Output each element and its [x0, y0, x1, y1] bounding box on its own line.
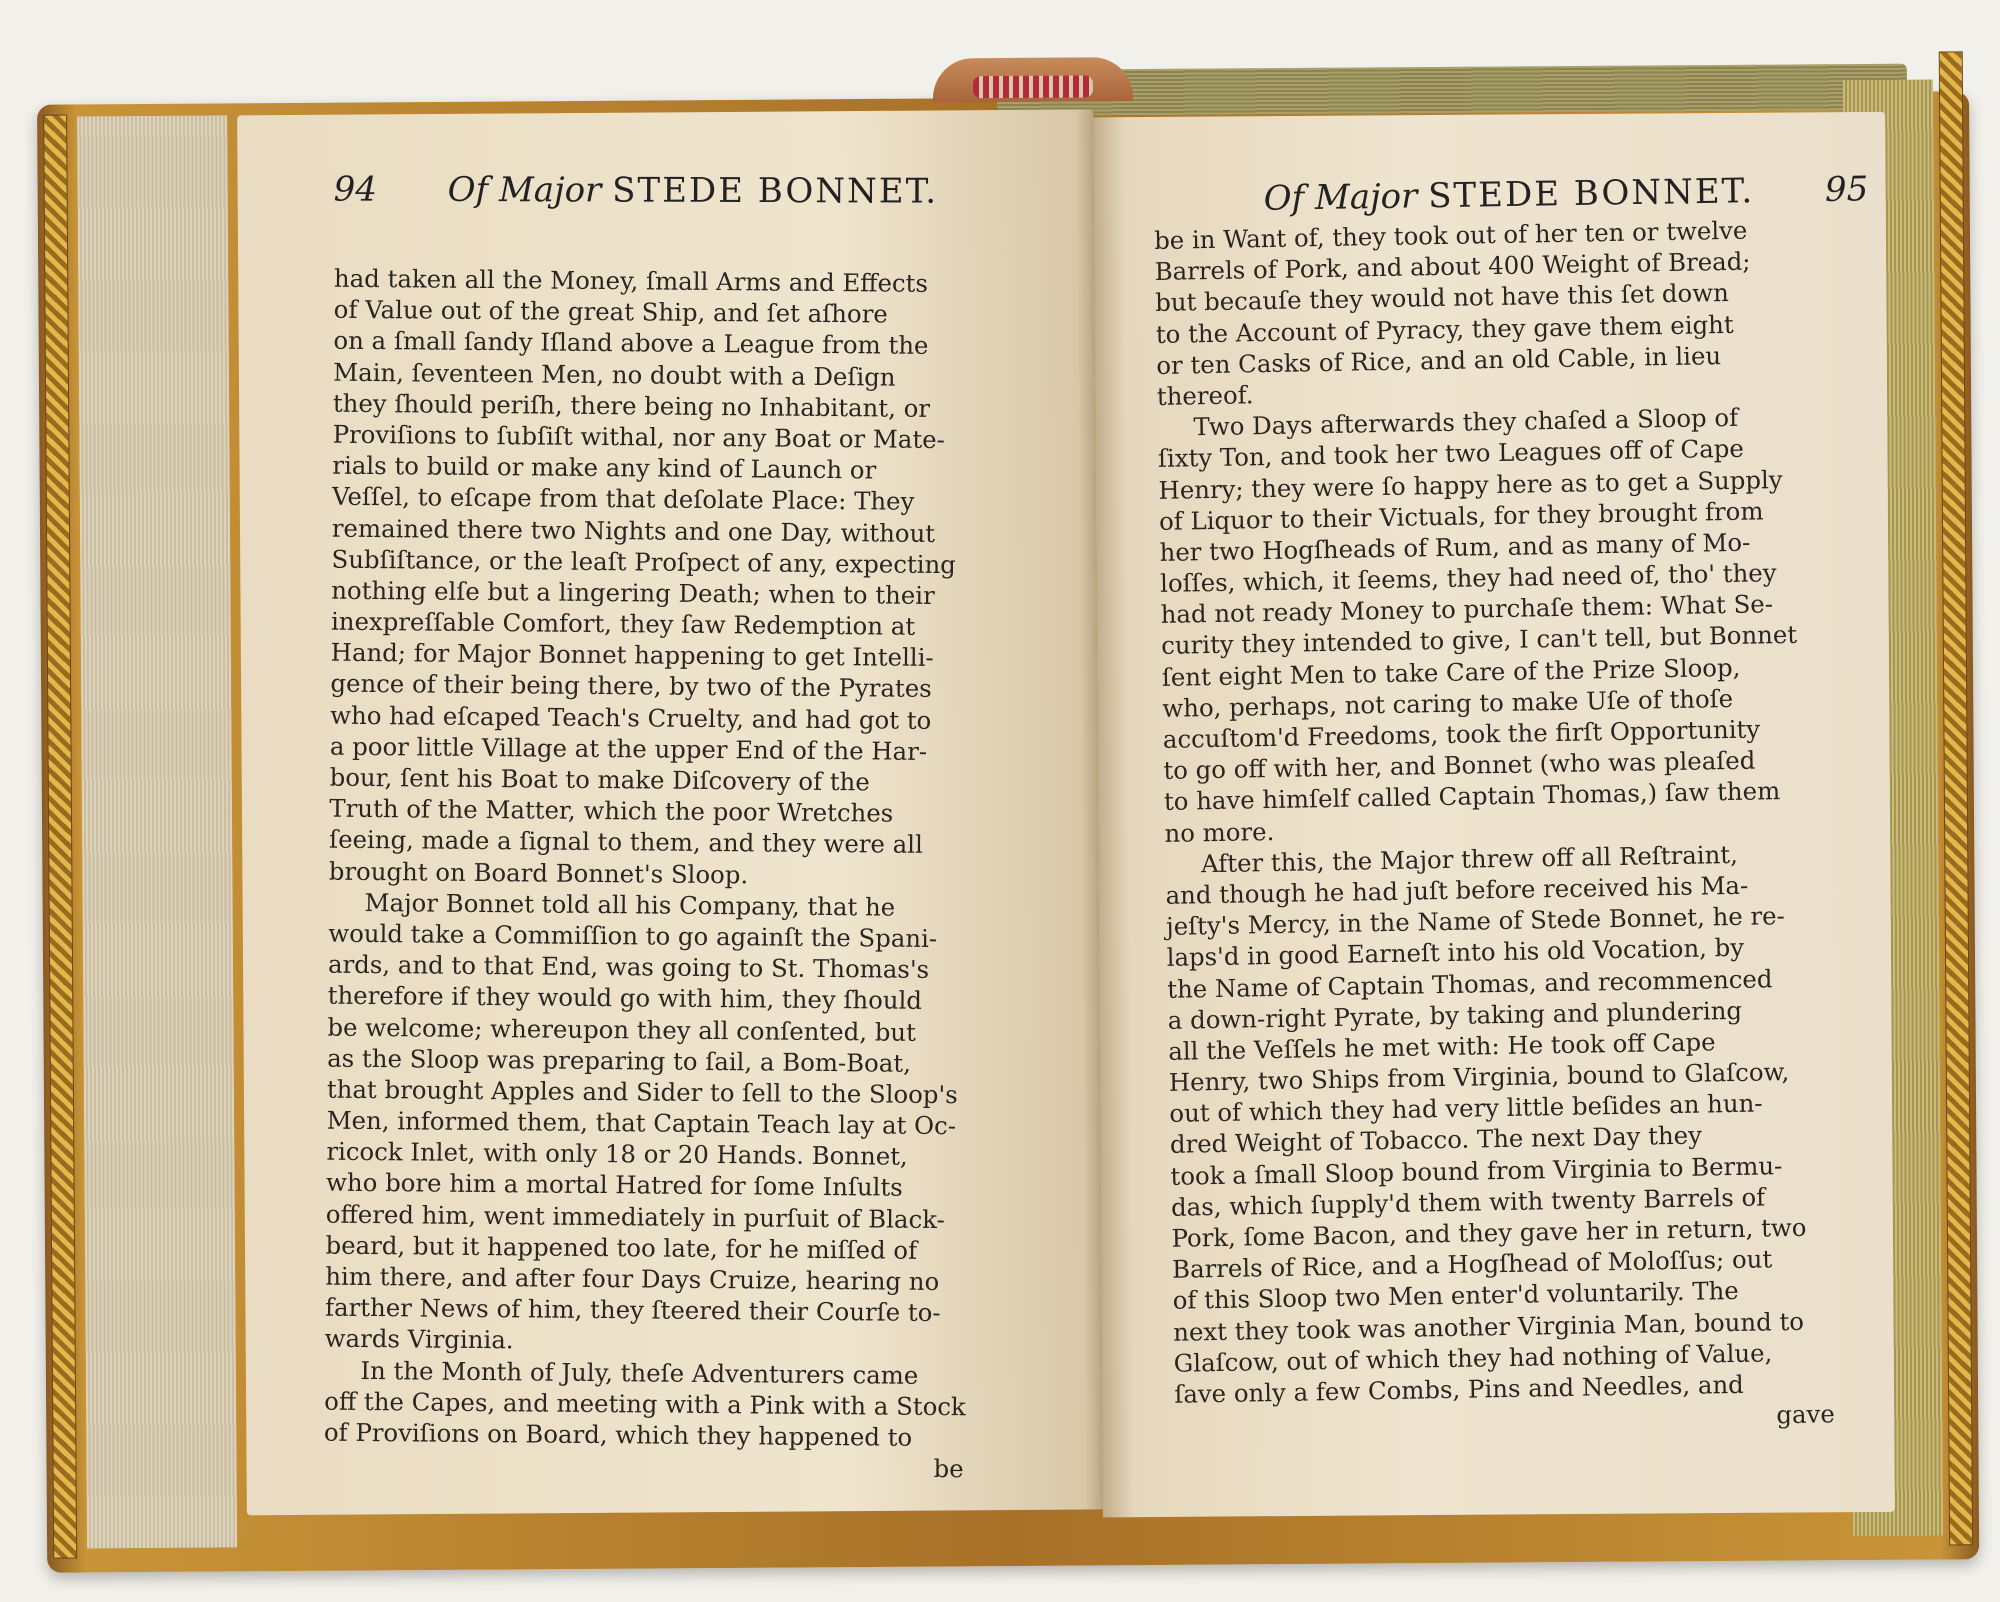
left-page-number: 94 — [333, 169, 377, 210]
text-line: Henry, two Ships from Virginia, bound to Glaſcow, — [1168, 1057, 1790, 1097]
right-body-text — [1154, 213, 1835, 1441]
text-line: Truth of the Matter, which the poor Wretches — [329, 793, 894, 828]
text-line: Men, informed them, that Captain Teach lay at Oc- — [326, 1105, 957, 1141]
right-page-number: 95 — [1824, 169, 1869, 211]
right-running-head — [1263, 169, 1868, 218]
text-line: on a ſmall ſandy Iſland above a League from the — [333, 326, 929, 361]
text-line: Hand; for Major Bonnet happening to get Intelli- — [330, 637, 934, 673]
text-line: Veſſel, to eſcape from that deſolate Place: They — [331, 481, 915, 517]
text-line: be in Want of, they took out of her ten or twelve — [1153, 215, 1748, 255]
text-line: Major Bonnet told all his Company, that he — [364, 887, 896, 922]
text-line: ſave only a few Combs, Pins and Needles, and — [1174, 1369, 1744, 1409]
text-line: therefore if they would go with him, they ſhould — [327, 980, 923, 1016]
text-line: beard, but it happened too late, for he miſſed of — [325, 1230, 918, 1265]
text-line: her two Hogſheads of Rum, and as many of Mo- — [1159, 527, 1751, 567]
text-line: who had eſcaped Teach's Cruelty, and had got to — [330, 700, 932, 735]
text-line: farther News of him, they ſteered their Courſe to- — [324, 1292, 941, 1328]
right-title-italic: Of Major — [1263, 176, 1418, 219]
text-line: they ſhould periſh, there being no Inhabitant, or — [332, 388, 931, 423]
right-title-caps: STEDE BONNET. — [1427, 171, 1755, 217]
text-line: loſſes, which, it ſeems, they had need of, tho' they — [1159, 558, 1777, 598]
text-line: ards, and to that End, was going to St. Thomas's — [327, 949, 930, 985]
page-top-edge — [997, 64, 1907, 116]
text-line: of Liquor to their Victuals, for they brought from — [1158, 496, 1764, 536]
left-running-head — [334, 170, 939, 212]
text-line: a poor little Village at the upper End of the Har- — [329, 731, 928, 766]
text-line: and though he had juſt before received his Ma- — [1165, 870, 1749, 910]
text-line: him there, and after four Days Cruize, hearing no — [325, 1261, 940, 1297]
text-line: In the Month of July, theſe Adventurers came — [360, 1355, 919, 1390]
headband — [933, 57, 1133, 102]
text-line: to the Account of Pyracy, they gave them eight — [1155, 309, 1734, 349]
text-line: gence of their being there, by two of the Pyrates — [330, 669, 932, 704]
text-line: ricock Inlet, with only 18 or 20 Hands. Bonnet, — [326, 1136, 908, 1171]
text-line: curity they intended to give, I can't tell, but Bonnet — [1160, 620, 1798, 661]
text-line: Barrels of Rice, and a Hogſhead of Moloſſus; out — [1171, 1244, 1773, 1284]
text-line: Two Days afterwards they chaſed a Sloop of — [1193, 402, 1739, 442]
left-fore-edge — [77, 115, 237, 1548]
text-line: Proviſions to ſubſiſt withal, nor any Boat or Mate- — [332, 419, 945, 454]
left-title-caps: STEDE BONNET. — [612, 170, 939, 212]
text-line: who bore him a mortal Hatred for ſome Inſults — [325, 1168, 903, 1203]
text-line: bour, ſent his Boat to make Diſcovery of the — [329, 762, 870, 797]
text-line: no more. — [1164, 816, 1275, 848]
text-line: ſent eight Men to take Care of the Prize Sloop, — [1161, 652, 1741, 692]
text-line: of Proviſions on Board, which they happened to — [323, 1417, 913, 1452]
catchword: be — [933, 1454, 964, 1484]
text-line: dred Weight of Tobacco. The next Day they — [1169, 1120, 1703, 1160]
text-line: would take a Commiſſion to go againſt the Spani- — [328, 918, 938, 953]
text-line: out of which they had very little beſides an hun- — [1169, 1088, 1763, 1129]
text-line: had not ready Money to purchaſe them: What Se- — [1160, 589, 1774, 630]
text-line: inexpreſſable Comfort, they ſaw Redemption at — [330, 606, 916, 641]
text-line: Henry; they were ſo happy here as to get a Supply — [1158, 464, 1783, 505]
text-line: who, perhaps, not caring to make Uſe of thoſe — [1162, 683, 1734, 723]
text-line: had taken all the Money, ſmall Arms and Effects — [333, 263, 929, 298]
text-line: or ten Casks of Rice, and an old Cable, in lieu — [1156, 340, 1722, 380]
text-line: Main, ſeventeen Men, no doubt with a Deſign — [333, 357, 896, 392]
text-line: of Value out of the great Ship, and ſet aſhore — [333, 294, 888, 329]
text-line: ſixty Ton, and took her two Leagues off of Cape — [1157, 434, 1745, 474]
text-line: nothing elſe but a lingering Death; when to their — [331, 575, 935, 610]
text-line: be welcome; whereupon they all conſented, but — [327, 1012, 917, 1047]
text-line: ſeeing, made a ſignal to them, and they were all — [328, 825, 923, 860]
text-line: took a ſmall Sloop bound from Virginia to Bermu- — [1170, 1150, 1783, 1191]
text-line: off the Capes, and meeting with a Pink with a Stock — [324, 1386, 966, 1421]
text-line: Subſiſtance, or the leaſt Proſpect of any, expecting — [331, 544, 956, 579]
text-line: remained there two Nights and one Day, without — [331, 513, 936, 548]
text-line: Barrels of Pork, and about 400 Weight of Bread; — [1154, 246, 1751, 287]
text-line: to have himſelf called Captain Thomas,) ſaw them — [1163, 776, 1781, 817]
right-page — [1093, 112, 1895, 1517]
text-line: a down-right Pyrate, by taking and plundering — [1167, 995, 1743, 1035]
left-body-text — [324, 263, 975, 1485]
text-line: laps'd in good Earneſt into his old Vocation, by — [1166, 933, 1745, 973]
open-book — [37, 51, 1979, 1574]
text-line: offered him, went immediately in purſuit of Black- — [325, 1199, 945, 1234]
text-line: Pork, ſome Bacon, and they gave her in return, two — [1171, 1212, 1807, 1253]
left-title-italic: Of Major — [447, 169, 602, 211]
text-line: brought on Board Bonnet's Sloop. — [328, 856, 749, 889]
text-line: Glaſcow, out of which they had nothing of Value, — [1173, 1338, 1773, 1378]
text-line: all the Veſſels he met with: He took off Cape — [1168, 1027, 1716, 1066]
text-line: the Name of Captain Thomas, and recommenced — [1166, 963, 1773, 1004]
text-line: wards Virginia. — [324, 1324, 514, 1355]
text-line: jeſty's Mercy, in the Name of Stede Bonnet, he re- — [1165, 901, 1786, 941]
text-line: to go off with her, and Bonnet (who was pleaſed — [1163, 745, 1756, 786]
text-line: next they took was another Virginia Man, bound to — [1172, 1306, 1805, 1347]
text-line: accuſtom'd Freedoms, took the firſt Opportunity — [1162, 714, 1761, 754]
left-page — [237, 109, 1103, 1515]
text-line: of this Sloop two Men enter'd voluntarily. The — [1172, 1276, 1739, 1316]
text-line: as the Sloop was preparing to ſail, a Bom-Boat, — [327, 1043, 912, 1078]
text-line: After this, the Major threw off all Reſtraint, — [1200, 839, 1739, 878]
text-line: rials to build or make any kind of Launch or — [332, 450, 877, 485]
text-line: but becauſe they would not have this ſet down — [1155, 278, 1730, 318]
catchword: gave — [1776, 1399, 1836, 1430]
text-line: das, which ſupply'd them with twenty Barrels of — [1170, 1182, 1766, 1222]
text-line: thereof. — [1156, 380, 1254, 411]
text-line: that brought Apples and Sider to ſell to the Sloop's — [326, 1074, 958, 1110]
